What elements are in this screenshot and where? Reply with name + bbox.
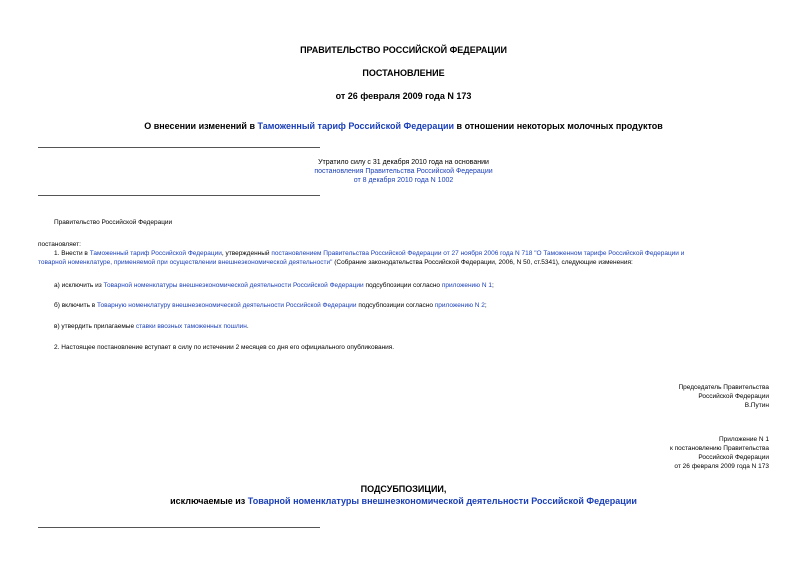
repeal-decree-link[interactable]: постановления Правительства Российской Федерации (314, 168, 493, 175)
validity-line: Утратило силу с 31 декабря 2010 года на основании (318, 159, 489, 166)
appendix-date: от 26 февраля 2009 года N 173 (674, 463, 769, 470)
title-post: в отношении некоторых молочных продуктов (454, 121, 663, 131)
title-pre: О внесении изменений в (144, 121, 258, 131)
nomenclature-link-heading[interactable]: Товарной номенклатуры внешнеэкономической деятельности Российской Федерации (247, 496, 637, 506)
decree-718-link[interactable]: постановлением Правительства Российской Федерации от 27 ноября 2006 года N 718 "О Таможенном тарифе Российской Федерации и (271, 250, 685, 257)
nomenclature-link-a[interactable]: Товарной номенклатуры внешнеэкономической деятельности Российской Федерации (103, 282, 364, 289)
decrees-text: постановляет: (38, 241, 81, 248)
item-b-post: ; (484, 302, 487, 309)
nomenclature-link-b[interactable]: Товарную номенклатуру внешнеэкономической деятельности Российской Федерации (97, 302, 357, 309)
item-b-mid: подсубпозиции согласно (356, 302, 435, 309)
appendix-subheading (0, 496, 807, 507)
paragraph-1 (38, 249, 770, 258)
intro-text: Правительство Российской Федерации (54, 219, 173, 226)
validity-note (0, 158, 807, 185)
signature-block (560, 383, 769, 410)
signature-name: В.Путин (744, 402, 769, 409)
appendix-1-link[interactable]: приложению N 1 (441, 282, 492, 289)
item-c-post: . (246, 323, 249, 330)
item-c (54, 322, 249, 331)
paragraph-1-cont (38, 258, 770, 267)
repeal-decree-date-link[interactable]: от 8 декабря 2010 года N 1002 (353, 177, 454, 184)
authority-heading: ПРАВИТЕЛЬСТВО РОССИЙСКОЙ ФЕДЕРАЦИИ (300, 45, 507, 55)
item-a-mid: подсубпозиции согласно (363, 282, 442, 289)
divider-middle (38, 195, 320, 196)
item-b-pre: б) включить в (54, 302, 98, 309)
appendix-heading: ПОДСУБПОЗИЦИИ, (360, 484, 447, 494)
item-a-post: ; (491, 282, 494, 289)
appendix-2-link[interactable]: приложению N 2 (434, 302, 485, 309)
document-date-number: от 26 февраля 2009 года N 173 (335, 91, 472, 101)
customs-tariff-link-2[interactable]: Таможенный тариф Российской Федерации (89, 250, 222, 257)
item-a (54, 281, 494, 290)
signature-country: Российской Федерации (698, 393, 769, 400)
item-b (54, 301, 487, 310)
item-c-pre: в) утвердить прилагаемые (54, 323, 136, 330)
document-type: ПОСТАНОВЛЕНИЕ (362, 68, 445, 78)
signature-position: Председатель Правительства (678, 384, 769, 391)
appendix-block (560, 435, 769, 471)
divider-top (38, 147, 320, 148)
paragraph-2: 2. Настоящее постановление вступает в силу по истечении 2 месяцев со дня его официального опубликования. (54, 344, 395, 351)
p1-post: (Собрание законодательства Российской Федерации, 2006, N 50, ст.5341), следующие изменения: (332, 259, 633, 266)
appendix-number: Приложение N 1 (718, 436, 769, 443)
decree-718-link-cont[interactable]: товарной номенклатуре, применяемой при осуществлении внешнеэкономической деятельности" (38, 259, 333, 266)
appendix-subheading-pre: исключаемые из (170, 496, 248, 506)
appendix-ref: к постановлению Правительства (669, 445, 769, 452)
customs-tariff-link[interactable]: Таможенный тариф Российской Федерации (257, 121, 455, 131)
p1-mid: , утвержденный (221, 250, 272, 257)
appendix-country: Российской Федерации (698, 454, 769, 461)
document-title (0, 121, 807, 132)
item-a-pre: а) исключить из (54, 282, 104, 289)
import-duty-rates-link[interactable]: ставки ввозных таможенных пошлин (135, 323, 247, 330)
p1-pre: 1. Внести в (54, 250, 90, 257)
divider-bottom (38, 527, 320, 528)
